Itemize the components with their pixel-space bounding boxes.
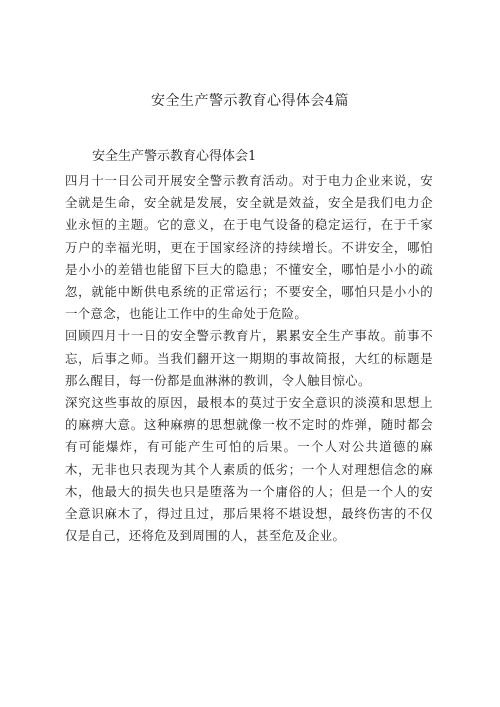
paragraph: 四月十一日公司开展安全警示教育活动。对于电力企业来说，安全就是生命，安全就是发展，安全就是效益，安全是我们电力企业永恒的主题。它的意义，在于电气设备的稳定运行，在于千家万户的幸福光明，更在于国家经济的持续增长。不讲安全，哪怕是小小的差错也能留下巨大的隐患；不懂安全，哪怕是小小的疏忽，就能中断供电系统的正常运行；不要安全，哪怕只是小小的一个意念，也能让工作中的生命处于危险。 xyxy=(65,173,433,322)
document-body xyxy=(65,170,433,547)
document-title: 安全生产警示教育心得体会4篇 xyxy=(151,93,349,109)
paragraph: 回顾四月十一日的安全警示教育片，累累安全生产事故。前事不忘，后事之师。当我们翻开这一期期的事故简报，大红的标题是那么醒目，每一份都是血淋淋的教训，令人触目惊心。 xyxy=(65,328,433,388)
section-heading: 安全生产警示教育心得体会1 xyxy=(92,149,257,164)
paragraph: 深究这些事故的原因，最根本的莫过于安全意识的淡漠和思想上的麻痹大意。这种麻痹的思想就像一枚不定时的炸弹，随时都会有可能爆炸，有可能产生可怕的后果。一个人对公共道德的麻木，无非也只表现为其个人素质的低劣；一个人对理想信念的麻木，他最大的损失也只是堕落为一个庸俗的人；但是一个人的安全意识麻木了，得过且过，那后果将不堪设想，最终伤害的不仅仅是自己，还将危及到周围的人，甚至危及企业。 xyxy=(65,395,433,544)
